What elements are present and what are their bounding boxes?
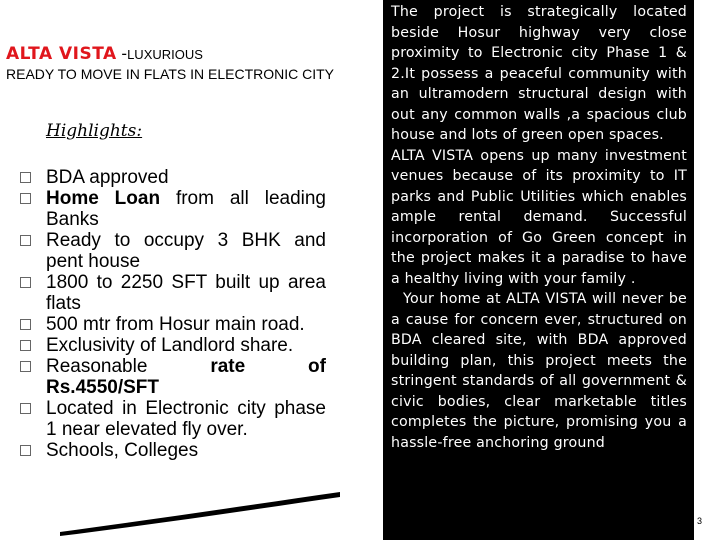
list-item: Located in Electronic city phase 1 near elevated fly over. bbox=[20, 398, 326, 440]
list-item: 500 mtr from Hosur main road. bbox=[20, 314, 326, 335]
checkbox-bullet-icon bbox=[20, 277, 31, 288]
highlights-list bbox=[20, 167, 326, 461]
checkbox-bullet-icon bbox=[20, 445, 31, 456]
highlights-heading: Highlights: bbox=[46, 121, 143, 141]
list-item: Home Loan from all leading Banks bbox=[20, 188, 326, 230]
subtitle: READY TO MOVE IN FLATS IN ELECTRONIC CITY bbox=[6, 66, 335, 82]
list-item: 1800 to 2250 SFT built up area flats bbox=[20, 272, 326, 314]
title-line bbox=[6, 44, 203, 64]
checkbox-bullet-icon bbox=[20, 193, 31, 204]
description-para-1: The project is strategically located beside Hosur highway very close proximity to Electronic city Phase 1 & 2.It possess a peaceful community with an ultramodern structural design with out any common walls ,a spacious club house and lots of green open spaces. bbox=[391, 4, 687, 143]
title-dash: - bbox=[116, 44, 128, 63]
description-panel bbox=[383, 0, 694, 540]
checkbox-bullet-icon bbox=[20, 235, 31, 246]
checkbox-bullet-icon bbox=[20, 172, 31, 183]
description-para-2: ALTA VISTA opens up many investment venues because of its proximity to IT parks and Public Utilities which enables ample rental demand. Successful incorporation of Go Green concept in the project makes it a paradise to have a healthy living with your family . bbox=[391, 147, 687, 287]
list-item: Ready to occupy 3 BHK and pent house bbox=[20, 230, 326, 272]
tagline: LUXURIOUS bbox=[127, 47, 203, 62]
decorative-swoosh bbox=[0, 470, 420, 540]
list-item: Schools, Colleges bbox=[20, 440, 326, 461]
checkbox-bullet-icon bbox=[20, 403, 31, 414]
page-number: 3 bbox=[697, 516, 703, 526]
checkbox-bullet-icon bbox=[20, 319, 31, 330]
description-para-3: Your home at ALTA VISTA will never be a cause for concern ever, structured on BDA cleared site, with BDA approved building plan, this project meets the stringent standards of all government & civic bodies, clear marketable titles completes the picture, promising you a hassle-free anchoring ground bbox=[391, 291, 687, 451]
list-item: BDA approved bbox=[20, 167, 326, 188]
list-item: Reasonable rate of Rs.4550/SFT bbox=[20, 356, 326, 398]
checkbox-bullet-icon bbox=[20, 361, 31, 372]
checkbox-bullet-icon bbox=[20, 340, 31, 351]
description-text bbox=[391, 2, 687, 453]
brand-name: ALTA VISTA bbox=[6, 44, 117, 64]
list-item: Exclusivity of Landlord share. bbox=[20, 335, 326, 356]
